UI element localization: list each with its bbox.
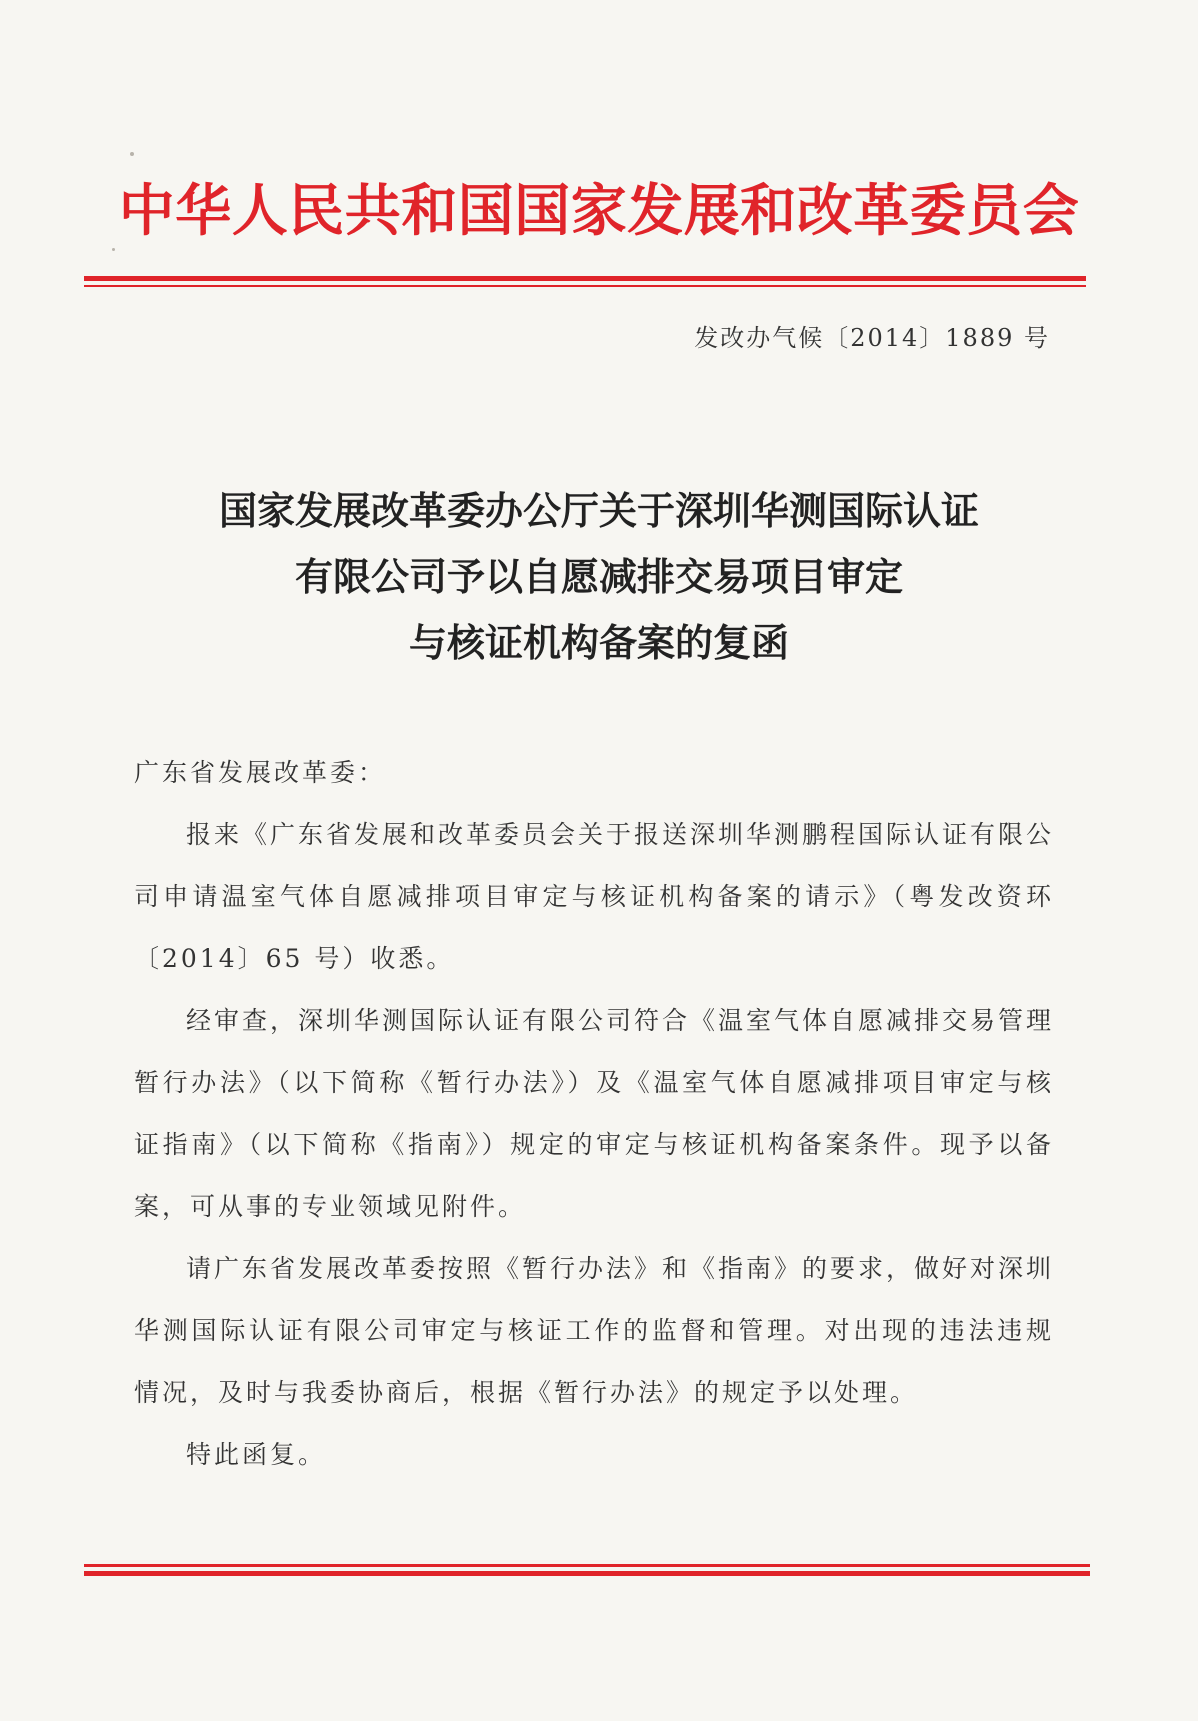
letterhead-thin-rule xyxy=(84,285,1086,287)
salutation: 广东省发展改革委： xyxy=(134,758,387,787)
body-paragraph: 经审查，深圳华测国际认证有限公司符合《温室气体自愿减排交易管理暂行办法》（以下简称《暂行办法》）及《温室气体自愿减排项目审定与核证指南》（以下简称《指南》）规定的审定与核证机构备案条件。现予以备案，可从事的专业领域见附件。 xyxy=(134,1006,1055,1221)
body-paragraph: 请广东省发展改革委按照《暂行办法》和《指南》的要求，做好对深圳华测国际认证有限公司审定与核证工作的监督和管理。对出现的违法违规情况，及时与我委协商后，根据《暂行办法》的规定予以处理。 xyxy=(134,1254,1055,1407)
body-paragraph: 报来《广东省发展和改革委员会关于报送深圳华测鹏程国际认证有限公司申请温室气体自愿减排项目审定与核证机构备案的请示》（粤发改资环〔2014〕65 号）收悉。 xyxy=(134,820,1055,973)
document-number: 发改办气候〔2014〕1889 号 xyxy=(694,324,1050,352)
letterhead-thick-rule xyxy=(84,276,1086,281)
footer-thick-rule xyxy=(84,1571,1090,1576)
letter-body xyxy=(134,742,1054,1486)
letterhead-org-name: 中华人民共和国国家发展和改革委员会 xyxy=(118,178,1080,244)
scan-speck xyxy=(130,152,134,156)
document-title-line: 有限公司予以自愿减排交易项目审定 xyxy=(294,555,903,599)
scan-speck xyxy=(112,248,115,251)
document-title xyxy=(0,478,1198,676)
document-title-line: 与核证机构备案的复函 xyxy=(408,621,789,665)
closing-line: 特此函复。 xyxy=(186,1440,327,1469)
document-title-line: 国家发展改革委办公厅关于深圳华测国际认证 xyxy=(218,489,979,533)
footer-thin-rule xyxy=(84,1564,1090,1567)
